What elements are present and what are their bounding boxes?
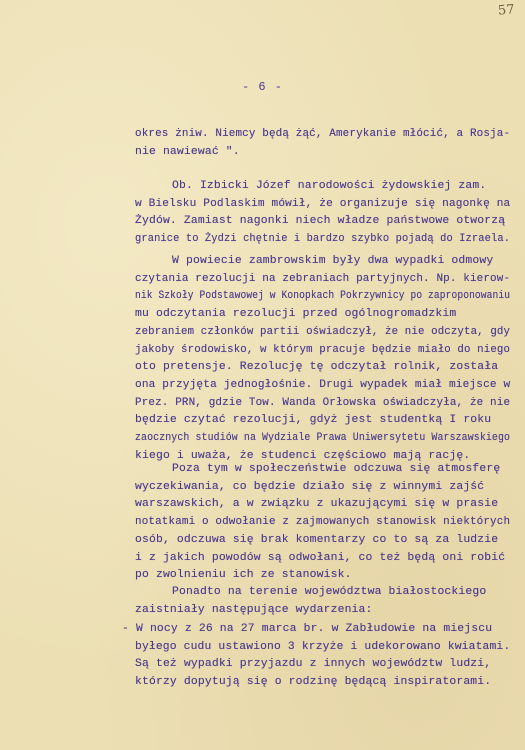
text-line: - W nocy z 26 na 27 marca br. w Zabłudowie na miejscu: [122, 623, 493, 635]
text-line: czytania rezolucji na zebraniach partyjnych. Np. kierow-: [135, 272, 511, 285]
text-line: okres żniw. Niemcy będą żąć, Amerykanie młócić, a Rosja-: [135, 128, 511, 140]
text-line: Poza tym w społeczeństwie odczuwa się atmosferę: [172, 463, 501, 475]
text-line: oto pretensje. Rezolucję tę odczytał rolnik, została: [135, 361, 499, 374]
page-number: - 6 -: [241, 80, 283, 94]
text-line: którzy dopytują się o rodzinę będącą inspiratorami.: [135, 676, 492, 689]
text-line: jakoby środowisko, w którym pracuje będzie miało do niego: [135, 343, 511, 356]
text-line: zaocznych studiów na Wydziale Prawa Uniwersytetu Warszawskiego: [135, 432, 511, 444]
text-line: po zwolnieniu ich ze stanowisk.: [135, 569, 352, 582]
text-line: nie nawiewać ".: [135, 145, 240, 158]
text-line: W powiecie zambrowskim były dwa wypadki odmowy: [172, 255, 494, 267]
text-line: warszawskich, a w związku z ukazującymi się w prasie: [135, 498, 499, 511]
text-line: w Bielsku Podlaskim mówił, że organizuje się nagonkę na: [135, 197, 511, 210]
text-line: Są też wypadki przyjazdu z innych województw ludzi,: [135, 658, 492, 671]
text-line: mu odczytania rezolucji przed ogólnogromadzkim: [135, 308, 457, 321]
folio-number: 57: [497, 2, 516, 19]
text-line: Prez. PRN, gdzie Tow. Wanda Orłowska oświadczyła, że nie: [135, 396, 511, 409]
text-line: i z jakich powodów są odwołani, co też będą oni robić: [135, 551, 506, 564]
text-line: granice to Żydzi chętnie i bardzo szybko pojadą do Izraela.: [135, 233, 511, 246]
text-line: będzie czytać rezolucji, gdyż jest studentką I roku: [135, 414, 492, 427]
text-line: zaistniały następujące wydarzenia:: [135, 603, 373, 616]
text-line: Żydów. Zamiast nagonki niech władze państwowe otworzą: [135, 215, 506, 228]
text-line: zebraniem członków partii oświadczył, że nie odczyta, gdy: [135, 325, 511, 338]
text-line: ona przyjęta jednogłośnie. Drugi wypadek miał miejsce w: [135, 378, 511, 391]
text-line: Ob. Izbicki Józef narodowości żydowskiej zam.: [172, 180, 487, 192]
text-line: wyczekiwania, co będzie działo się z winnymi zajść: [135, 480, 485, 493]
text-line: osób, odczuwa się brak komentarzy co to są za ludzie: [135, 533, 499, 546]
text-line: kiego i uważa, że studenci częściowo mają rację.: [135, 449, 471, 462]
text-line: nik Szkoły Podstawowej w Konopkach Pokrzywnicy po zaproponowaniu: [135, 290, 511, 303]
text-line: byłego cudu ustawiono 3 krzyże i udekorowano kwiatami.: [135, 640, 511, 653]
text-line: Ponadto na terenie województwa białostockiego: [172, 586, 487, 598]
text-line: notatkami o odwołanie z zajmowanych stanowisk niektórych: [135, 516, 511, 529]
